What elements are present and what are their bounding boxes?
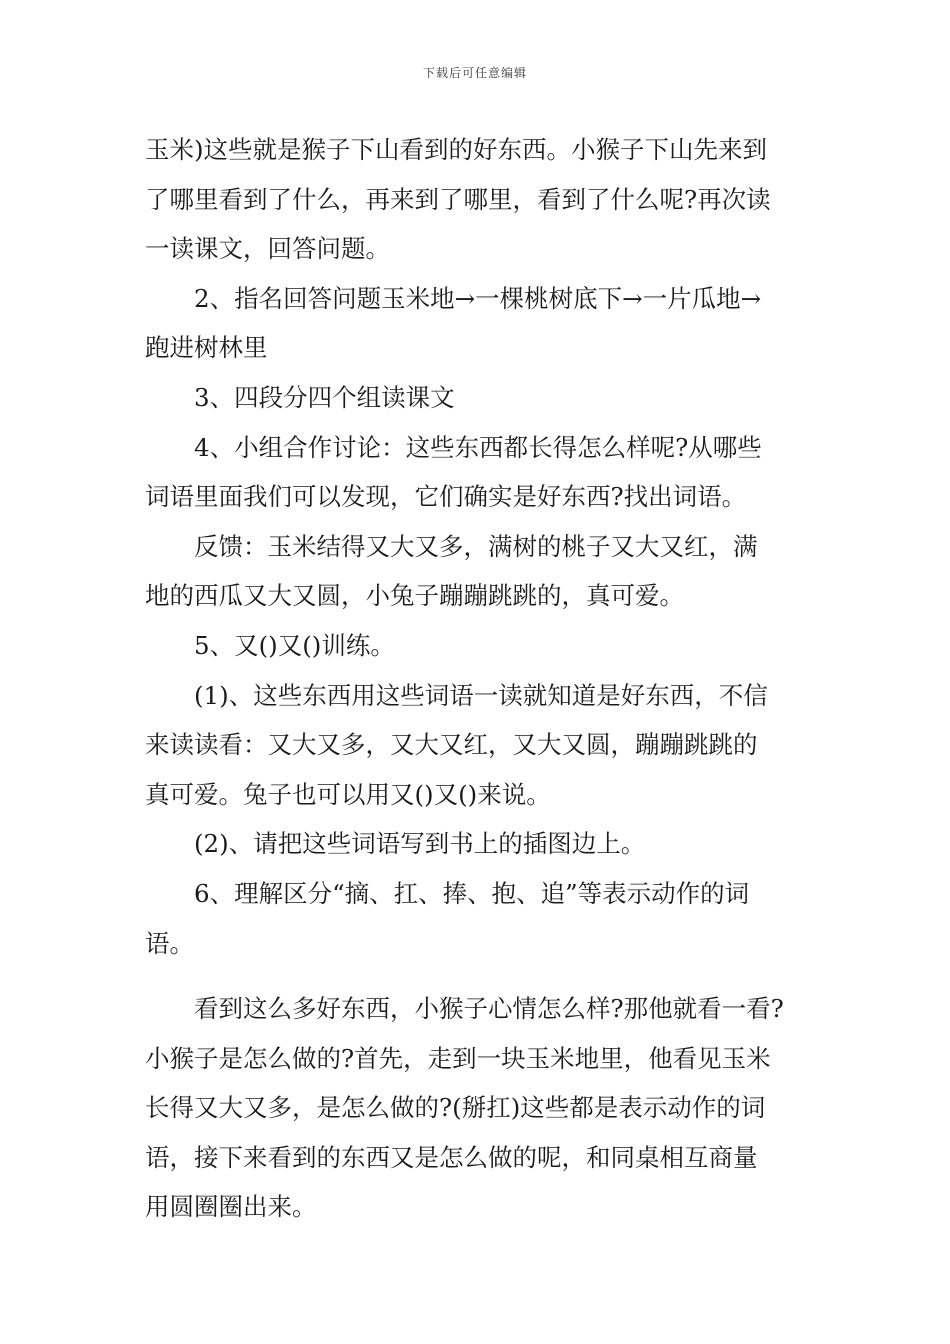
page-header: 下载后可任意编辑 xyxy=(422,66,527,80)
text-line: 6、理解区分“摘、扛、捧、抱、追”等表示动作的词 xyxy=(194,878,750,908)
text-line: 真可爱。兔子也可以用又()又()来说。 xyxy=(145,779,551,809)
text-line: 4、小组合作讨论：这些东西都长得怎么样呢?从哪些 xyxy=(194,432,762,462)
document-body xyxy=(145,125,810,1232)
text-line: (1)、这些东西用这些词语一读就知道是好东西，不信 xyxy=(194,680,768,710)
text-line: 反馈：玉米结得又大又多，满树的桃子又大又红，满 xyxy=(194,531,758,561)
text-line: 看到这么多好东西，小猴子心情怎么样?那他就看一看? xyxy=(194,994,784,1024)
text-line: 来读读看：又大又多，又大又红，又大又圆，蹦蹦跳跳的 xyxy=(145,730,758,760)
text-line: 了哪里看到了什么，再来到了哪里，看到了什么呢?再次读 xyxy=(145,184,771,214)
text-line: (2)、请把这些词语写到书上的插图边上。 xyxy=(194,829,646,859)
text-line: 长得又大又多，是怎么做的?(掰扛)这些都是表示动作的词 xyxy=(145,1093,766,1123)
text-line: 玉米)这些就是猴子下山看到的好东西。小猴子下山先来到 xyxy=(145,135,768,164)
text-line: 小猴子是怎么做的?首先，走到一块玉米地里，他看见玉米 xyxy=(145,1043,771,1073)
paragraph-gap xyxy=(145,968,810,984)
text-line: 用圆圈圈出来。 xyxy=(145,1192,317,1222)
text-line: 语。 xyxy=(145,928,194,958)
text-line: 一读课文，回答问题。 xyxy=(145,234,390,264)
text-line: 2、指名回答问题玉米地→一棵桃树底下→一片瓜地→ xyxy=(194,283,762,313)
text-line: 跑进树林里 xyxy=(145,333,268,363)
text-line: 地的西瓜又大又圆，小兔子蹦蹦跳跳的，真可爱。 xyxy=(145,581,684,611)
text-line: 语，接下来看到的东西又是怎么做的呢，和同桌相互商量 xyxy=(145,1142,758,1172)
text-line: 3、四段分四个组读课文 xyxy=(194,382,455,412)
text-line: 5、又()又()训练。 xyxy=(194,630,395,660)
text-line: 词语里面我们可以发现，它们确实是好东西?找出词语。 xyxy=(145,482,747,512)
